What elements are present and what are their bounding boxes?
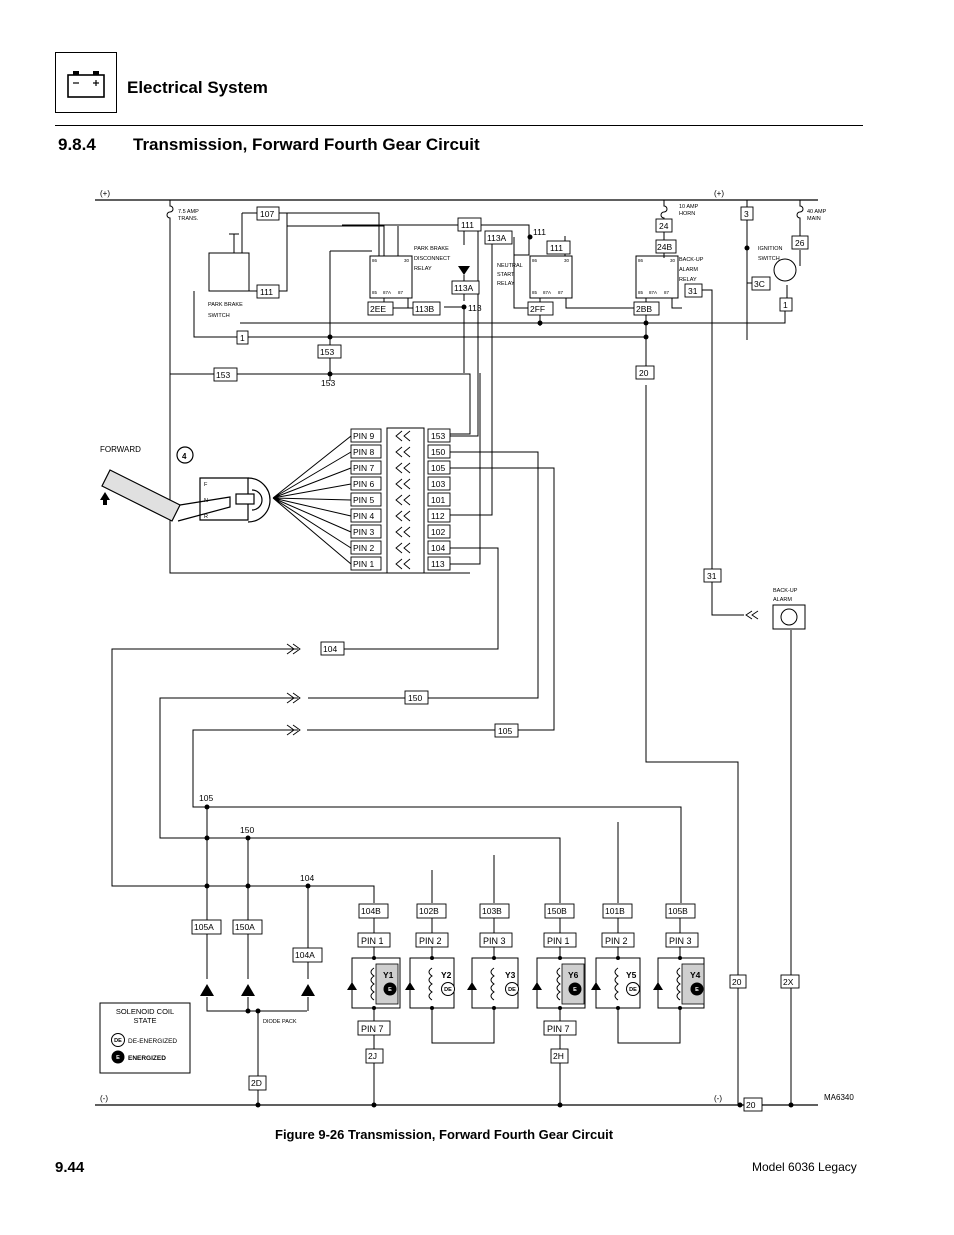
ns-relay-pin-87a: 87A <box>543 290 552 295</box>
legend-e-label: ENERGIZED <box>128 1055 166 1062</box>
connector-pin-5: PIN 5 <box>353 495 375 505</box>
fuse-main-label-2: MAIN <box>807 216 821 222</box>
wire-label-104: 104 <box>323 644 338 654</box>
rail-negative-right: (-) <box>714 1094 722 1103</box>
section-number: 9.8.4 <box>58 135 96 154</box>
solenoid-pin-top: PIN 1 <box>361 936 384 946</box>
forward-label: FORWARD <box>100 445 141 454</box>
solenoid-y6-state: E <box>573 987 577 993</box>
wire-label-2d: 2D <box>251 1078 262 1088</box>
shift-lever <box>102 470 270 522</box>
wire-label-150: 150 <box>240 825 255 835</box>
wire-label-24b: 24B <box>657 242 673 252</box>
pb-relay-pin-85: 85 <box>372 290 378 295</box>
fuse-horn-label-2: HORN <box>679 211 696 217</box>
fuse-trans-label-1: 7.5 AMP <box>178 209 199 215</box>
rail-negative-left: (-) <box>100 1094 108 1103</box>
solenoid-pin-top: PIN 2 <box>605 936 628 946</box>
bu-relay-pin-87a: 87A <box>649 290 658 295</box>
solenoid-pin-top: PIN 3 <box>483 936 506 946</box>
ignition-label-2: SWITCH <box>758 256 780 262</box>
fuse-horn-label-1: 10 AMP <box>679 204 699 210</box>
connector-pin-1: PIN 1 <box>353 559 375 569</box>
wire-label-113: 113 <box>468 303 482 313</box>
bu-relay-label-3: RELAY <box>679 277 697 283</box>
connector-wire-101: 101 <box>431 495 446 505</box>
wire-label-113a: 113A <box>454 283 474 293</box>
wire-label-150a: 150A <box>235 922 255 932</box>
pb-relay-pin-87: 87 <box>398 290 404 295</box>
solenoid-pin-top: PIN 2 <box>419 936 442 946</box>
solenoid-y4: Y4 <box>690 970 701 980</box>
wire-label-26: 26 <box>795 238 805 248</box>
wire-label-153: 153 <box>320 347 335 357</box>
bu-relay-pin-30: 30 <box>670 258 676 263</box>
solenoid-y6: Y6 <box>568 970 579 980</box>
wire-label-150: 150 <box>408 693 423 703</box>
bu-relay-label-2: ALARM <box>679 267 698 273</box>
pb-relay-pin-87a: 87A <box>383 290 392 295</box>
connector-wire-153: 153 <box>431 431 446 441</box>
callout-number: 4 <box>182 452 187 461</box>
connector-pin-6: PIN 6 <box>353 479 375 489</box>
fuse-main-label-1: 40 AMP <box>807 209 827 215</box>
connector-pin-7: PIN 7 <box>353 463 375 473</box>
connector-pin-2: PIN 2 <box>353 543 375 553</box>
shifter-r: R <box>204 514 208 520</box>
rail-positive-left: (+) <box>100 189 110 198</box>
wire-label-150b: 150B <box>547 906 567 916</box>
diode-pack-label: DIODE PACK <box>263 1019 297 1025</box>
wire-label-2h: 2H <box>553 1051 564 1061</box>
wire-label-3: 3 <box>744 209 749 219</box>
wire-label-107: 107 <box>260 209 275 219</box>
solenoid-y1: Y1 <box>383 970 394 980</box>
wire-label-105a: 105A <box>194 922 214 932</box>
wire-label-101b: 101B <box>605 906 625 916</box>
solenoid-y2-state: DE <box>444 987 452 993</box>
solenoid-pin-top: PIN 1 <box>547 936 570 946</box>
shifter-fan <box>273 436 351 564</box>
ns-relay-pin-85: 85 <box>532 290 538 295</box>
rail-positive-right: (+) <box>714 189 724 198</box>
ns-relay-pin-87: 87 <box>558 290 564 295</box>
wire-label-31: 31 <box>688 286 698 296</box>
ignition-label-1: IGNITION <box>758 246 783 252</box>
solenoid-pin-top: PIN 3 <box>669 936 692 946</box>
connector-pin-8: PIN 8 <box>353 447 375 457</box>
solenoid-y5: Y5 <box>626 970 637 980</box>
wire-label-2bb: 2BB <box>636 304 653 314</box>
connector-body <box>387 428 424 573</box>
connector-wire-112: 112 <box>431 511 445 521</box>
wire-label-2ff: 2FF <box>530 304 546 314</box>
legend-de-label: DE-ENERGIZED <box>128 1038 178 1045</box>
ns-relay-label-2: START <box>497 272 515 278</box>
pb-relay-pin-86: 86 <box>372 258 378 263</box>
park-brake-switch-label-2: SWITCH <box>208 313 230 319</box>
bu-relay-pin-86: 86 <box>638 258 644 263</box>
alarm-label-1: BACK-UP <box>773 588 798 594</box>
wire-label-102b: 102B <box>419 906 439 916</box>
wire-label-1: 1 <box>240 333 245 343</box>
pb-relay-label-2: DISCONNECT <box>414 256 451 262</box>
wire-label-104b: 104B <box>361 906 381 916</box>
shifter-n: N <box>204 498 208 504</box>
connector-wire-104: 104 <box>431 543 446 553</box>
wire-label-113b: 113B <box>415 304 435 314</box>
wire-label-111: 111 <box>461 220 474 230</box>
alarm-label-2: ALARM <box>773 597 792 603</box>
legend-e-badge: E <box>116 1055 120 1061</box>
legend-title-1: SOLENOID COIL <box>115 1007 175 1016</box>
solenoid-y5-state: DE <box>629 987 637 993</box>
ns-relay-label-1: NEUTRAL <box>497 263 523 269</box>
pb-relay-pin-30: 30 <box>404 258 410 263</box>
wire-label-105: 105 <box>199 793 214 803</box>
drawing-id: MA6340 <box>824 1093 854 1102</box>
page-number: 9.44 <box>55 1159 85 1176</box>
wire-label-113a: 113A <box>487 233 507 243</box>
header-title: Electrical System <box>127 78 268 97</box>
wire-label-111: 111 <box>533 227 546 237</box>
figure-caption: Figure 9-26 Transmission, Forward Fourth Gear Circuit <box>275 1127 614 1142</box>
wire-label-111: 111 <box>260 287 273 297</box>
forward-arrow-icon <box>100 492 110 500</box>
bu-relay-pin-85: 85 <box>638 290 644 295</box>
wire-label-103b: 103B <box>482 906 502 916</box>
solenoid-pin-bottom: PIN 7 <box>361 1024 384 1034</box>
wire-label-20: 20 <box>732 977 742 987</box>
model-label: Model 6036 Legacy <box>752 1160 857 1174</box>
wire-label-104: 104 <box>300 873 315 883</box>
connector-wire-102: 102 <box>431 527 446 537</box>
section-title: Transmission, Forward Fourth Gear Circuit <box>133 135 480 154</box>
wire-label-153: 153 <box>321 378 336 388</box>
ns-relay-pin-30: 30 <box>564 258 570 263</box>
wire-label-2x: 2X <box>783 977 794 987</box>
solenoid-y4-state: E <box>695 987 699 993</box>
wire-label-2ee: 2EE <box>370 304 387 314</box>
wire-label-31: 31 <box>707 571 717 581</box>
wire-label-3c: 3C <box>754 279 765 289</box>
park-brake-switch <box>209 253 249 291</box>
connector-pin-4: PIN 4 <box>353 511 375 521</box>
solenoid-y1-state: E <box>388 987 392 993</box>
ignition-switch-circle <box>774 259 796 281</box>
fuse-trans-label-2: TRANS. <box>178 216 199 222</box>
connector-wire-103: 103 <box>431 479 446 489</box>
wire-label-105: 105 <box>498 726 513 736</box>
solenoid-y3: Y3 <box>505 970 516 980</box>
solenoid-y2: Y2 <box>441 970 452 980</box>
shifter-f: F <box>204 482 208 488</box>
solenoid-y3-state: DE <box>508 987 516 993</box>
connector-wire-113: 113 <box>431 559 445 569</box>
wire-label-105b: 105B <box>668 906 688 916</box>
solenoid-pin-bottom: PIN 7 <box>547 1024 570 1034</box>
wire-label-2j: 2J <box>368 1051 377 1061</box>
wire-label-20: 20 <box>639 368 649 378</box>
ns-relay-label-3: RELAY <box>497 281 515 287</box>
connector-pin-3: PIN 3 <box>353 527 375 537</box>
wire-label-104a: 104A <box>295 950 315 960</box>
connector-pin-9: PIN 9 <box>353 431 375 441</box>
park-brake-switch-label-1: PARK BRAKE <box>208 302 243 308</box>
connector-wire-150: 150 <box>431 447 446 457</box>
wire-label-1: 1 <box>783 300 788 310</box>
pb-relay-label-3: RELAY <box>414 266 432 272</box>
bu-relay-label-1: BACK-UP <box>679 257 704 263</box>
connector-wire-105: 105 <box>431 463 446 473</box>
ns-relay-pin-86: 86 <box>532 258 538 263</box>
wire-label-24: 24 <box>659 221 669 231</box>
wire-label-111: 111 <box>550 243 563 253</box>
pb-relay-label-1: PARK BRAKE <box>414 246 449 252</box>
wire-label-20: 20 <box>746 1100 756 1110</box>
legend-title-2: STATE <box>133 1016 157 1025</box>
bu-relay-pin-87: 87 <box>664 290 670 295</box>
wire-label-153: 153 <box>216 370 231 380</box>
legend-de-badge: DE <box>114 1038 122 1044</box>
